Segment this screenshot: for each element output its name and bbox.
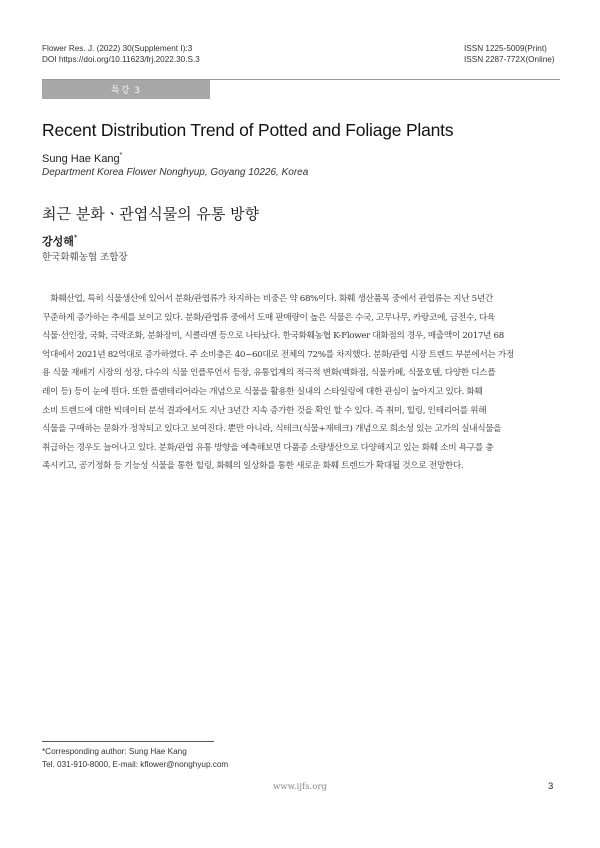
abstract-line: 취급하는 경우도 늘어나고 있다. 분화/관엽 유통 방향을 예측해보면 다품종 소량생산으로 다양해지고 있는 화훼 소비 욕구를 충: [42, 442, 494, 453]
corresponding-author-note: *Corresponding author: Sung Hae Kang: [42, 747, 187, 756]
issn-header: [464, 43, 555, 65]
author-name-ko: 강성해: [42, 235, 74, 248]
journal-citation: Flower Res. J. (2022) 30(Supplement Ⅰ):3: [42, 44, 193, 53]
footnote-divider: [42, 741, 214, 742]
footnote: [42, 745, 228, 771]
author-name-en: Sung Hae Kang: [42, 153, 120, 165]
abstract-line: 화훼산업, 특히 식물생산에 있어서 분화/관엽류가 차지하는 비중은 약 68%이다. 화훼 생산품목 중에서 관엽류는 지난 5년간: [42, 294, 493, 304]
affiliation-ko: 한국화훼농협 조합장: [42, 252, 128, 263]
issn-online: ISSN 2287-772X(Online): [464, 55, 555, 64]
abstract-line: 용 식물 재배기 시장의 성장, 다수의 식물 인플루언서 등장, 유통업계의 적극적 변화(백화점, 식물카페, 식물호텔, 다양한 디스플: [42, 368, 496, 379]
abstract-line: 레이 등) 등이 눈에 띈다. 또한 플랜테리어라는 개념으로 식물을 활용한 실내의 스타일링에 대한 관심이 높아지고 있다. 화훼: [42, 386, 483, 397]
author-en: [42, 152, 122, 165]
abstract-body: [42, 290, 557, 476]
journal-header: [42, 43, 200, 65]
issn-print: ISSN 1225-5009(Print): [464, 44, 547, 53]
abstract-line: 억대에서 2021년 82억대로 증가하였다. 주 소비층은 40~60대로 전체의 72%를 차지했다. 분화/관엽 시장 트렌드 부분에서는 가정: [42, 349, 514, 360]
footer-url[interactable]: www.ijfs.org: [273, 782, 327, 792]
abstract-line: 꾸준하게 증가하는 추세를 보이고 있다. 분화/관엽류 중에서 도매 판매량이 높은 식물은 수국, 고무나무, 카랑코에, 금전수, 다육: [42, 312, 495, 323]
affiliation-en: Department Korea Flower Nonghyup, Goyang 10226, Korea: [42, 167, 309, 178]
doi-link[interactable]: DOI https://doi.org/10.11623/frj.2022.30.S.3: [42, 55, 200, 64]
page-number: 3: [548, 781, 554, 792]
section-label-banner: 특강 3: [42, 80, 210, 99]
abstract-line: 식물·선인장, 국화, 극락조화, 분화장미, 시클라멘 등으로 나타났다. 한국화훼농협 K-Flower 대화점의 경우, 매출액이 2017년 68: [42, 331, 504, 342]
corresponding-marker: *: [119, 152, 123, 159]
abstract-line: 식물을 구매하는 문화가 정착되고 있다고 보여진다. 뿐만 아니라, 식테크(식물+재테크) 개념으로 희소성 있는 고가의 실내식물을: [42, 424, 502, 435]
corresponding-marker-ko: *: [73, 234, 78, 242]
contact-info: Tel. 031-910-8000, E-mail: kflower@nonghyup.com: [42, 760, 229, 769]
paper-title-en: Recent Distribution Trend of Potted and Foliage Plants: [42, 120, 454, 140]
author-ko: [42, 233, 77, 249]
abstract-line: 소비 트렌드에 대한 빅데이터 분석 결과에서도 지난 3년간 지속 증가한 것을 확인 할 수 있다. 즉 취미, 힐링, 인테리어를 위해: [42, 405, 487, 416]
paper-title-ko: 최근 분화ㆍ관엽식물의 유통 방향: [42, 205, 260, 223]
abstract-line: 족시키고, 공기정화 등 기능성 식물을 통한 힐링, 화훼의 일상화를 통한 새로운 화훼 트렌드가 확대될 것으로 전망한다.: [42, 461, 464, 472]
